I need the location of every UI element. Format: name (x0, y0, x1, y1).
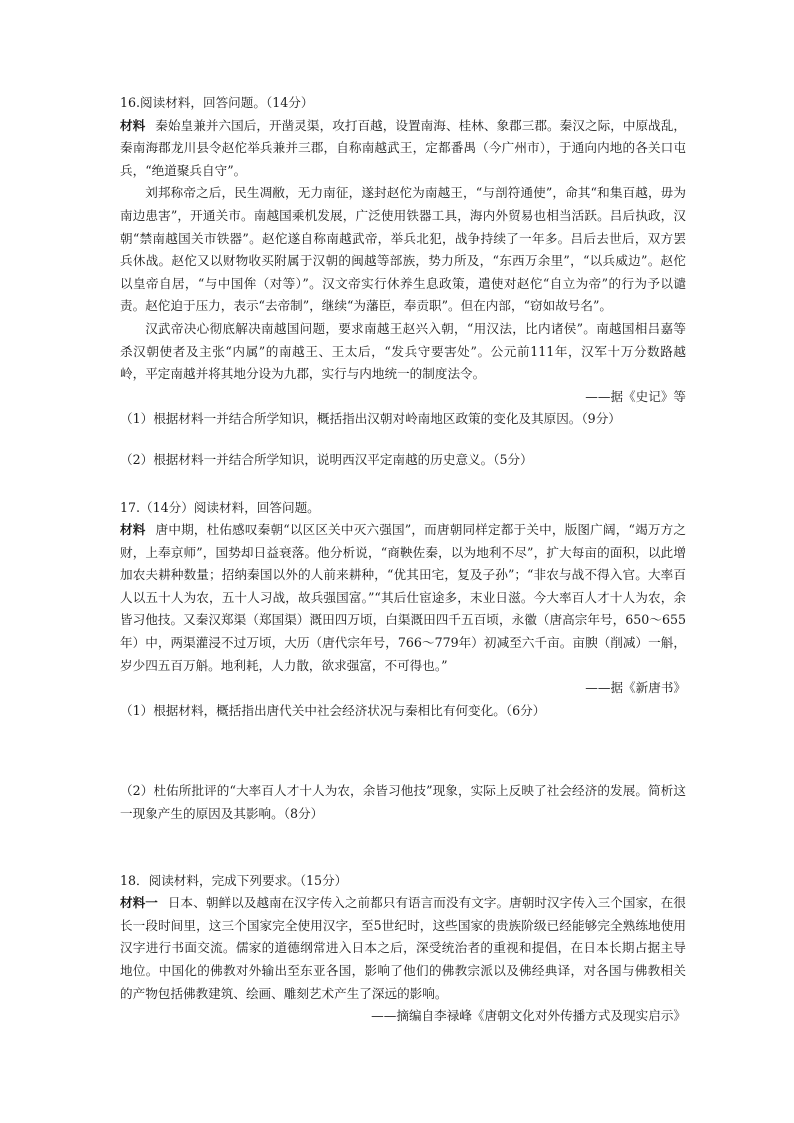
q16-material-para2: 刘邦称帝之后，民生凋敝，无力南征，遂封赵佗为南越王，“与剖符通使”，命其“和集百越，毋为南边患害”，开通关市。南越国乘机发展，广泛使用铁器工具，海内外贸易也相当活跃。吕后执政，汉朝“禁南越国关市铁器”。赵佗遂自称南越武帝，举兵北犯，战争持续了一年多。吕后去世后，双方罢兵休战。赵佗又以财物收买附属于汉朝的闽越等部族，势力所及，“东西万余里”，“以兵威边”。赵佗以皇帝自居，“与中国侔（对等）”。汉文帝实行休养生息政策，遣使对赵佗“自立为帝”的行为予以谴责。赵佗迫于压力，表示“去帝制”，继续“为藩臣，奉贡职”。但在内部，“窃如故号名”。 (120, 185, 686, 314)
q16-material-para3: 汉武帝决心彻底解决南越国问题，要求南越王赵兴入朝，“用汉法，比内诸侯”。南越国相吕嘉等杀汉朝使者及主张“内属”的南越王、王太后，“发兵守要害处”。公元前111年，汉军十万分数路越岭，平定南越并将其地分设为九郡，实行与内地统一的制度法令。 (120, 320, 686, 382)
answer-space (120, 826, 686, 870)
q17-material-para1 (120, 519, 686, 677)
q16-material-label: 材料 (120, 117, 146, 133)
q16-subquestion-2: （2）根据材料一并结合所学知识，说明西汉平定南越的历史意义。（5分） (120, 451, 533, 467)
q16-source: ——据《史记》等 (585, 388, 686, 404)
q16-subquestion-1: （1）根据材料一并结合所学知识，概括指出汉朝对岭南地区政策的变化及其原因。（9分） (120, 411, 621, 427)
q17-subquestion-1: （1）根据材料，概括指出唐代关中社会经济状况与秦相比有何变化。（6分） (120, 702, 546, 718)
exam-page (120, 92, 686, 1028)
q17-source: ——据《新唐书》 (585, 680, 686, 696)
q18-material-para1 (120, 892, 686, 1005)
q16-para1-text: 秦始皇兼并六国后，开凿灵渠，攻打百越，设置南海、桂林、象郡三郡。秦汉之际，中原战乱，秦南海郡龙川县令赵佗举兵兼并三郡，自称南越武王，定都番禺（今广州市），于通向内地的各关口屯兵，“绝道聚兵自守”。 (120, 117, 687, 178)
q17-material-label: 材料 (120, 522, 146, 538)
q18-title: 18．阅读材料，完成下列要求。（15分） (120, 872, 348, 888)
q18-material-label: 材料一 (120, 895, 158, 911)
q17-title: 17.（14分）阅读材料，回答问题。 (120, 499, 320, 515)
q18-para1-text: 日本、朝鲜以及越南在汉字传入之前都只有语言而没有文字。唐朝时汉字传入三个国家，在很长一段时间里，这三个国家完全使用汉字，至5世纪时，这些国家的贵族阶级已经能够完全熟练地使用汉字进行书面交流。儒家的道德纲常进入日本之后，深受统治者的重视和提倡，在日本长期占据主导地位。中国化的佛教对外输出至东亚各国，影响了他们的佛教宗派以及佛经典译，对各国与佛教相关的产物包括佛教建筑、绘画、雕刻艺术产生了深远的影响。 (120, 895, 687, 1001)
answer-space (120, 722, 686, 780)
q16-title: 16.阅读材料，回答问题。（14分） (120, 95, 314, 110)
q17-subquestion-2: （2）杜佑所批评的“大率百人才十人为农，余皆习他技”现象，实际上反映了社会经济的发展。简析这一现象产生的原因及其影响。（8分） (120, 783, 686, 822)
answer-space (120, 472, 686, 497)
q18-source: ——摘编自李禄峰《唐朝文化对外传播方式及现实启示》 (371, 1008, 686, 1024)
q17-para1-text: 唐中期，杜佑感叹秦朝“以区区关中灭六强国”，而唐朝同样定都于关中，版图广阔，“竭万方之财，上奉京师”，国势却日益衰落。他分析说，“商鞅佐秦，以为地利不尽”，扩大每亩的面积，以此增加农夫耕种数量；招纳秦国以外的人前来耕种，“优其田宅，复及子孙”；“非农与战不得入官。大率百人以五十人为农，五十人习战，故兵强国富。”“其后仕宦途多，末业日滋。今大率百人才十人为农，余皆习他技。又秦汉郑渠（郑国渠）溉田四万顷，白渠溉田四千五百顷，永徽（唐高宗年号，650～655年）中，两渠灌浸不过万顷，大历（唐代宗年号，766～779年）初减至六千亩。亩腴（削减）一斛，岁少四五百万斛。地利耗，人力散，欲求强富，不可得也。” (120, 522, 686, 673)
answer-space (120, 431, 686, 449)
q16-material-para1 (120, 115, 686, 183)
